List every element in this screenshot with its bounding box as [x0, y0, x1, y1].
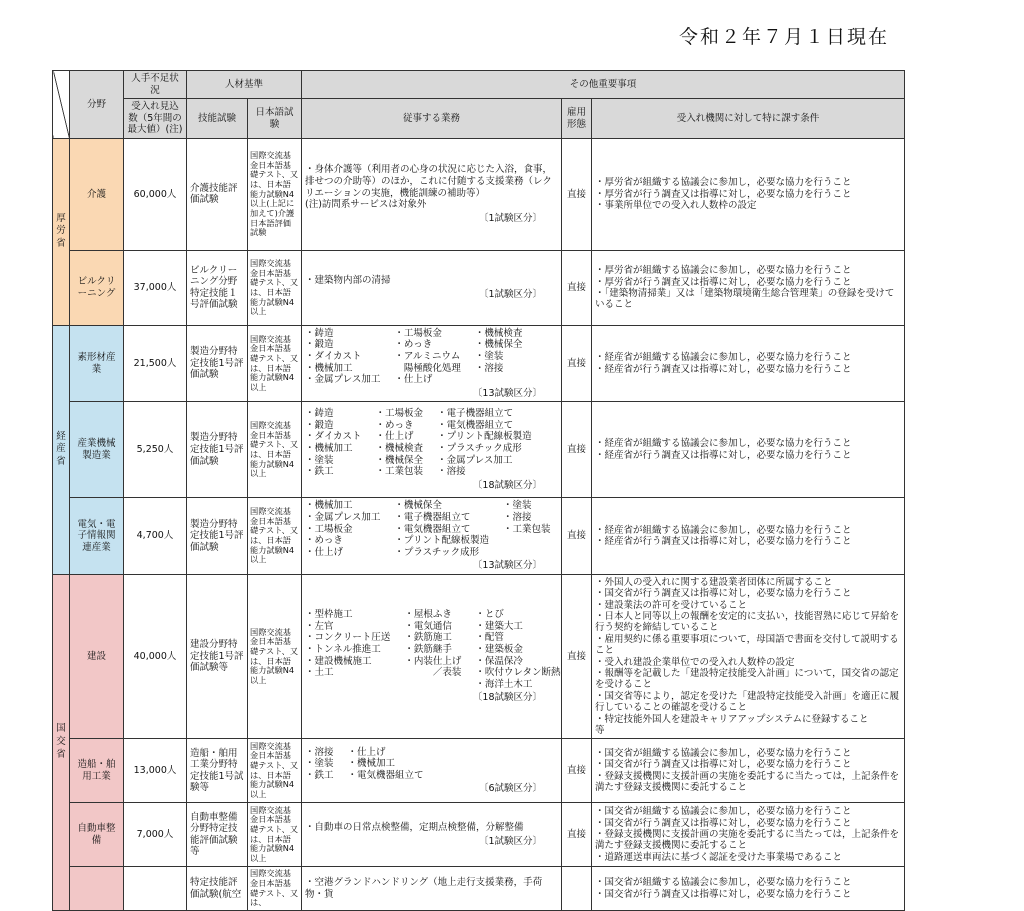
- condition-item: ・国交省が組織する協議会に参加し，必要な協力を行うこと: [595, 877, 852, 889]
- work-item: ・電子機器組立て: [437, 408, 514, 420]
- language-test-cell: 国際交流基金日本語基礎テスト、又は、日本語能力試験N4以上: [248, 402, 302, 498]
- work-column: [475, 328, 523, 386]
- work-column: [305, 500, 380, 558]
- language-test-cell: 国際交流基金日本語基礎テスト、又は、日本語能力試験N4以上: [248, 250, 302, 325]
- specified-skills-table: [52, 70, 905, 911]
- work-cell: [302, 325, 562, 401]
- work-item: ・仕上げ: [375, 431, 414, 443]
- table-row: [53, 138, 905, 250]
- header-shortage: 人手不足状況: [124, 71, 187, 99]
- condition-item: ・「建築物清掃業」又は「建築物環境衛生総合管理業」の登録を受けていること: [595, 287, 895, 311]
- work-item: ・仕上げ: [305, 546, 344, 558]
- work-item: ・溶接: [437, 466, 466, 478]
- work-item: ・電気機器組立て: [394, 523, 471, 535]
- work-item: ・屋根ふき: [404, 609, 452, 621]
- field-cell: ビルクリーニング: [70, 250, 124, 325]
- work-item: ・溶接: [474, 362, 504, 374]
- work-item: ・保温保冷: [475, 655, 523, 667]
- work-cell: [302, 803, 562, 867]
- work-item: ・金属プレス加工: [437, 454, 513, 466]
- conditions-cell: [592, 867, 905, 911]
- condition-item: ・国交省等により，認定を受けた「建設特定技能受入計画」を適正に履行していることの確認を受けること: [595, 690, 900, 714]
- exam-count: 〔1試験区分〕: [478, 288, 543, 300]
- work-cell: [302, 867, 562, 911]
- estimate-cell: [124, 867, 187, 911]
- work-item: ・電気機器組立て: [347, 769, 424, 781]
- condition-item: ・厚労省が行う調査又は指導に対し，必要な協力を行うこと: [595, 188, 852, 200]
- table-row: [53, 867, 905, 911]
- work-item: ・鍛造: [305, 339, 334, 351]
- condition-item: ・経産省が行う調査又は指導に対し，必要な協力を行うこと: [595, 363, 852, 375]
- work-item: ・仕上げ: [394, 374, 433, 386]
- conditions-cell: [592, 250, 905, 325]
- work-item: ・鉄工: [305, 466, 334, 478]
- ministry-mlit: [53, 574, 70, 910]
- work-item: ・機械保全: [474, 339, 523, 351]
- header-criteria: 人材基準: [187, 71, 302, 99]
- exam-count: 〔1試験区分〕: [478, 835, 543, 847]
- work-item: ・吹付ウレタン断熱: [475, 667, 561, 679]
- work-item: ・建築大工: [475, 620, 523, 632]
- language-test-cell: 国際交流基金日本語基礎テスト、又は、日本語能力試験N4以上: [248, 574, 302, 738]
- work-item: ・溶接: [502, 511, 532, 523]
- work-column: [305, 408, 362, 477]
- work-item: ・金属プレス加工: [305, 374, 381, 386]
- condition-item: ・経産省が行う調査又は指導に対し，必要な協力を行うこと: [595, 536, 852, 548]
- conditions-cell: [592, 138, 905, 250]
- condition-item: ・事業所単位での受入れ人数枠の設定: [595, 200, 757, 212]
- estimate-cell: 40,000人: [124, 574, 187, 738]
- conditions-cell: [592, 402, 905, 498]
- skill-test-cell: 製造分野特定技能1号評価試験: [187, 498, 248, 574]
- work-item: ・トンネル推進工: [305, 643, 381, 655]
- header-other: その他重要事項: [302, 71, 905, 99]
- field-cell: 建設: [70, 574, 124, 738]
- language-test-cell: 国際交流基金日本語基礎テスト、又は、日本語能力試験N4以上: [248, 325, 302, 401]
- work-item: ・塗装: [305, 454, 334, 466]
- work-item: ・配管: [475, 632, 504, 644]
- work-item: ・溶接: [305, 746, 334, 758]
- work-item: ・鉄筋施工: [404, 632, 452, 644]
- condition-item: 等: [595, 724, 605, 736]
- field-cell: 素形材産業: [70, 325, 124, 401]
- condition-item: ・日本人と同等以上の報酬を安定的に支払い，技能習熟に応じて昇給を行う契約を締結していること: [595, 611, 900, 634]
- conditions-cell: [592, 498, 905, 574]
- field-cell: 介護: [70, 138, 124, 250]
- table-row: [53, 803, 905, 867]
- work-cell: [302, 250, 562, 325]
- language-test-cell: 国際交流基金日本語基礎テスト、又は、: [248, 867, 302, 911]
- work-columns: [305, 747, 558, 782]
- work-column: [305, 328, 380, 386]
- header-work: 従事する業務: [302, 99, 562, 139]
- skill-test-cell: 建設分野特定技能1号評価試験等: [187, 574, 248, 738]
- table-row: [53, 739, 905, 803]
- work-cell: [302, 574, 562, 738]
- work-item: (注)訪問系サービスは対象外: [305, 199, 427, 211]
- exam-count: 〔13試験区分〕: [472, 560, 543, 572]
- condition-item: ・国交省が行う調査又は指導に対し，必要な協力を行うこと: [595, 588, 852, 600]
- header-emp: 雇用形態: [562, 99, 592, 139]
- condition-item: ・報酬等を記載した「建設特定技能受入計画」について，国交省の認定を受けること: [595, 667, 899, 691]
- condition-item: ・厚労省が組織する協議会に参加し，必要な協力を行うこと: [595, 265, 852, 277]
- work-item: ・めっき: [305, 535, 343, 547]
- work-item: ・工場板金: [394, 327, 442, 339]
- work-item: [503, 535, 551, 547]
- work-item: ・塗装: [474, 351, 504, 363]
- work-column: [305, 609, 390, 690]
- work-item: ・仕上げ: [347, 746, 386, 758]
- work-column: [475, 609, 560, 690]
- work-item: ・身体介護等（利用者の心身の状況に応じた入浴，食事，排せつの介助等）のほか，これに付随する支援業務（レクリエーションの実施，機能訓練の補助等）: [305, 164, 553, 199]
- work-item: ・めっき: [375, 419, 414, 431]
- work-item: ・塗装: [502, 500, 532, 512]
- work-item: ・電気機器組立て: [437, 419, 514, 431]
- work-column: [404, 609, 461, 690]
- work-item: ・ダイカスト: [305, 351, 362, 363]
- work-item: [305, 679, 390, 691]
- work-item: ・ダイカスト: [305, 431, 362, 443]
- work-item: ・工場板金: [375, 408, 424, 420]
- employment-cell: 直接: [562, 325, 592, 401]
- work-column: [503, 500, 551, 558]
- condition-item: ・登録支援機関に支援計画の実施を委託するに当たっては，上記条件を満たす登録支援機関に委託すること: [595, 829, 900, 852]
- work-item: ・工場板金: [305, 523, 353, 535]
- employment-cell: 直接: [562, 402, 592, 498]
- condition-item: ・国交省が行う調査又は指導に対し，必要な協力を行うこと: [595, 817, 852, 829]
- employment-cell: 直接: [562, 803, 592, 867]
- work-item: ・電子機器組立て: [394, 511, 471, 523]
- header-cond: 受入れ機関に対して特に課す条件: [592, 99, 905, 139]
- work-item: ・とび: [475, 609, 504, 621]
- employment-cell: 直接: [562, 138, 592, 250]
- language-test-cell: 国際交流基金日本語基礎テスト、又は、日本語能力試験N4以上: [248, 803, 302, 867]
- condition-item: ・厚労省が組織する協議会に参加し，必要な協力を行うこと: [595, 177, 852, 189]
- header-lang: 日本語試験: [248, 99, 302, 139]
- work-item: ・塗装: [305, 758, 334, 770]
- condition-item: ・特定技能外国人を建設キャリアアップシステムに登録すること: [595, 713, 869, 725]
- work-item: ・土工: [305, 667, 334, 679]
- work-item: [475, 374, 523, 386]
- employment-cell: 直接: [562, 739, 592, 803]
- work-item: ・鉄筋継手: [404, 643, 452, 655]
- employment-cell: [562, 867, 592, 911]
- header-skill: 技能試験: [187, 99, 248, 139]
- work-item: ・機械加工: [305, 443, 353, 455]
- conditions-cell: [592, 739, 905, 803]
- field-cell: 自動車整備: [70, 803, 124, 867]
- condition-item: ・国交省が行う調査又は指導に対し，必要な協力を行うこと: [595, 888, 852, 900]
- work-item: ・プラスチック成形: [437, 443, 522, 455]
- work-item: ・機械保全: [375, 454, 424, 466]
- work-column: [305, 747, 334, 782]
- condition-item: ・経産省が組織する協議会に参加し，必要な協力を行うこと: [595, 438, 852, 450]
- work-item: ・金属プレス加工: [305, 511, 381, 523]
- work-cell: [302, 739, 562, 803]
- corner-cell: [53, 71, 70, 139]
- condition-item: ・受入れ建設企業単位での受入れ人数枠の設定: [595, 656, 795, 668]
- work-item: ／表装: [404, 667, 462, 679]
- work-item: ・機械加工: [347, 758, 396, 770]
- work-item: ・鋳造: [305, 408, 334, 420]
- exam-count: 〔18試験区分〕: [472, 692, 543, 704]
- skill-test-cell: 製造分野特定技能1号評価試験: [187, 325, 248, 401]
- work-columns: [305, 328, 558, 386]
- header-estimate: 受入れ見込数（5年間の最大値）(注): [124, 99, 187, 139]
- work-item: ・めっき: [394, 339, 433, 351]
- condition-item: ・登録支援機関に支援計画の実施を委託するに当たっては，上記条件を満たす登録支援機関に委託すること: [595, 770, 900, 794]
- work-item: ・型枠施工: [305, 609, 353, 621]
- estimate-cell: 4,700人: [124, 498, 187, 574]
- header-field: 分野: [70, 71, 124, 139]
- field-cell: 造船・舶用工業: [70, 739, 124, 803]
- condition-item: ・経産省が組織する協議会に参加し，必要な協力を行うこと: [595, 352, 852, 364]
- ministry-label: 経産省: [56, 430, 66, 468]
- table-row: [53, 574, 905, 738]
- work-item: ・機械保全: [394, 500, 442, 512]
- estimate-cell: 37,000人: [124, 250, 187, 325]
- ministry-meti: [53, 325, 70, 574]
- work-cell: [302, 402, 562, 498]
- table-row: [53, 402, 905, 498]
- exam-count: 〔6試験区分〕: [478, 783, 543, 795]
- condition-item: ・国交省が行う調査又は指導に対し，必要な協力を行うこと: [595, 759, 852, 771]
- work-column: [348, 747, 424, 782]
- table-row: [53, 250, 905, 325]
- condition-item: ・国交省が組織する協議会に参加し，必要な協力を行うこと: [595, 806, 852, 818]
- language-test-cell: 国際交流基金日本語基礎テスト、又は、日本語能力試験N4以上(上記に加えて)介護日本語評価試験: [248, 138, 302, 250]
- work-item: ・鋳造: [305, 327, 334, 339]
- work-item: ・空港グランドハンドリング（地上走行支援業務，手荷物・貨: [305, 877, 543, 900]
- skill-test-cell: ビルクリーニング分野特定技能１号評価試験: [187, 250, 248, 325]
- work-item: ・機械検査: [474, 327, 523, 339]
- work-item: [404, 679, 461, 691]
- work-item: ・内装仕上げ: [404, 655, 462, 667]
- estimate-cell: 7,000人: [124, 803, 187, 867]
- date-label: 令和２年７月１日現在: [679, 26, 890, 48]
- field-cell: 産業機械製造業: [70, 402, 124, 498]
- work-cell: [302, 138, 562, 250]
- ministry-label: 国交省: [56, 723, 66, 760]
- exam-count: 〔13試験区分〕: [472, 387, 543, 399]
- work-item: ・工業包装: [502, 523, 551, 535]
- skill-test-cell: 自動車整備分野特定技能評価試験等: [187, 803, 248, 867]
- exam-count: 〔18試験区分〕: [472, 479, 543, 491]
- work-item: ・左官: [305, 620, 334, 632]
- table-row: [53, 325, 905, 401]
- work-item: ・機械加工: [305, 362, 353, 374]
- ministry-label: 厚労省: [56, 212, 66, 250]
- work-item: ・アルミニウム: [394, 351, 461, 363]
- work-item: ・鉄工: [305, 769, 334, 781]
- table-row: [53, 498, 905, 574]
- condition-item: ・国交省が組織する協議会に参加し，必要な協力を行うこと: [595, 748, 852, 760]
- estimate-cell: 5,250人: [124, 402, 187, 498]
- work-item: ・機械検査: [375, 443, 424, 455]
- condition-item: ・経産省が行う調査又は指導に対し，必要な協力を行うこと: [595, 449, 852, 461]
- work-column: [394, 500, 489, 558]
- work-item: ・機械加工: [305, 500, 353, 512]
- skill-test-cell: 製造分野特定技能1号評価試験: [187, 402, 248, 498]
- work-item: [503, 547, 551, 559]
- condition-item: ・経産省が組織する協議会に参加し，必要な協力を行うこと: [595, 524, 852, 536]
- field-cell: [70, 867, 124, 911]
- estimate-cell: 60,000人: [124, 138, 187, 250]
- work-item: ・海洋土木工: [475, 678, 533, 690]
- estimate-cell: 13,000人: [124, 739, 187, 803]
- work-item: ・自動車の日常点検整備，定期点検整備，分解整備: [305, 822, 524, 834]
- field-cell: 電気・電子情報関連産業: [70, 498, 124, 574]
- work-column: [437, 408, 532, 477]
- conditions-cell: [592, 574, 905, 738]
- language-test-cell: 国際交流基金日本語基礎テスト、又は、日本語能力試験N4以上: [248, 739, 302, 803]
- work-item: ・コンクリート圧送: [305, 632, 391, 644]
- work-item: ・建設機械施工: [305, 655, 372, 667]
- skill-test-cell: 特定技能評価試験(航空: [187, 867, 248, 911]
- employment-cell: 直接: [562, 250, 592, 325]
- work-item: ・プリント配線板製造: [437, 431, 532, 443]
- employment-cell: 直接: [562, 498, 592, 574]
- work-item: 陽極酸化処理: [394, 362, 461, 374]
- work-item: ・鍛造: [305, 419, 334, 431]
- condition-item: ・建設業法の許可を受けていること: [595, 599, 748, 611]
- ministry-mhlw: [53, 138, 70, 325]
- conditions-cell: [592, 325, 905, 401]
- work-columns: [305, 609, 561, 690]
- work-column: [394, 328, 461, 386]
- language-test-cell: 国際交流基金日本語基礎テスト、又は、日本語能力試験N4以上: [248, 498, 302, 574]
- work-item: ・プラスチック成形: [394, 546, 480, 558]
- work-item: ・電気通信: [404, 620, 452, 632]
- work-item: ・建築板金: [475, 643, 523, 655]
- condition-item: ・道路運送車両法に基づく認証を受けた事業場であること: [595, 851, 843, 863]
- skill-test-cell: 造船・舶用工業分野特定技能1号試験等: [187, 739, 248, 803]
- work-cell: [302, 498, 562, 574]
- condition-item: ・厚労省が行う調査又は指導に対し，必要な協力を行うこと: [595, 276, 852, 288]
- work-item: ・プリント配線板製造: [394, 535, 489, 547]
- skill-test-cell: 介護技能評価試験: [187, 138, 248, 250]
- work-columns: [305, 408, 558, 477]
- condition-item: ・外国人の受入れに関する建設業者団体に所属すること: [595, 576, 833, 588]
- exam-count: 〔1試験区分〕: [478, 212, 543, 224]
- work-columns: [305, 500, 558, 558]
- work-item: ・建築物内部の清掃: [305, 275, 391, 287]
- employment-cell: 直接: [562, 574, 592, 738]
- work-column: [376, 408, 424, 477]
- work-item: ・工業包装: [375, 466, 424, 478]
- conditions-cell: [592, 803, 905, 867]
- estimate-cell: 21,500人: [124, 325, 187, 401]
- condition-item: ・雇用契約に係る重要事項について，母国語で書面を交付して説明すること: [595, 633, 899, 657]
